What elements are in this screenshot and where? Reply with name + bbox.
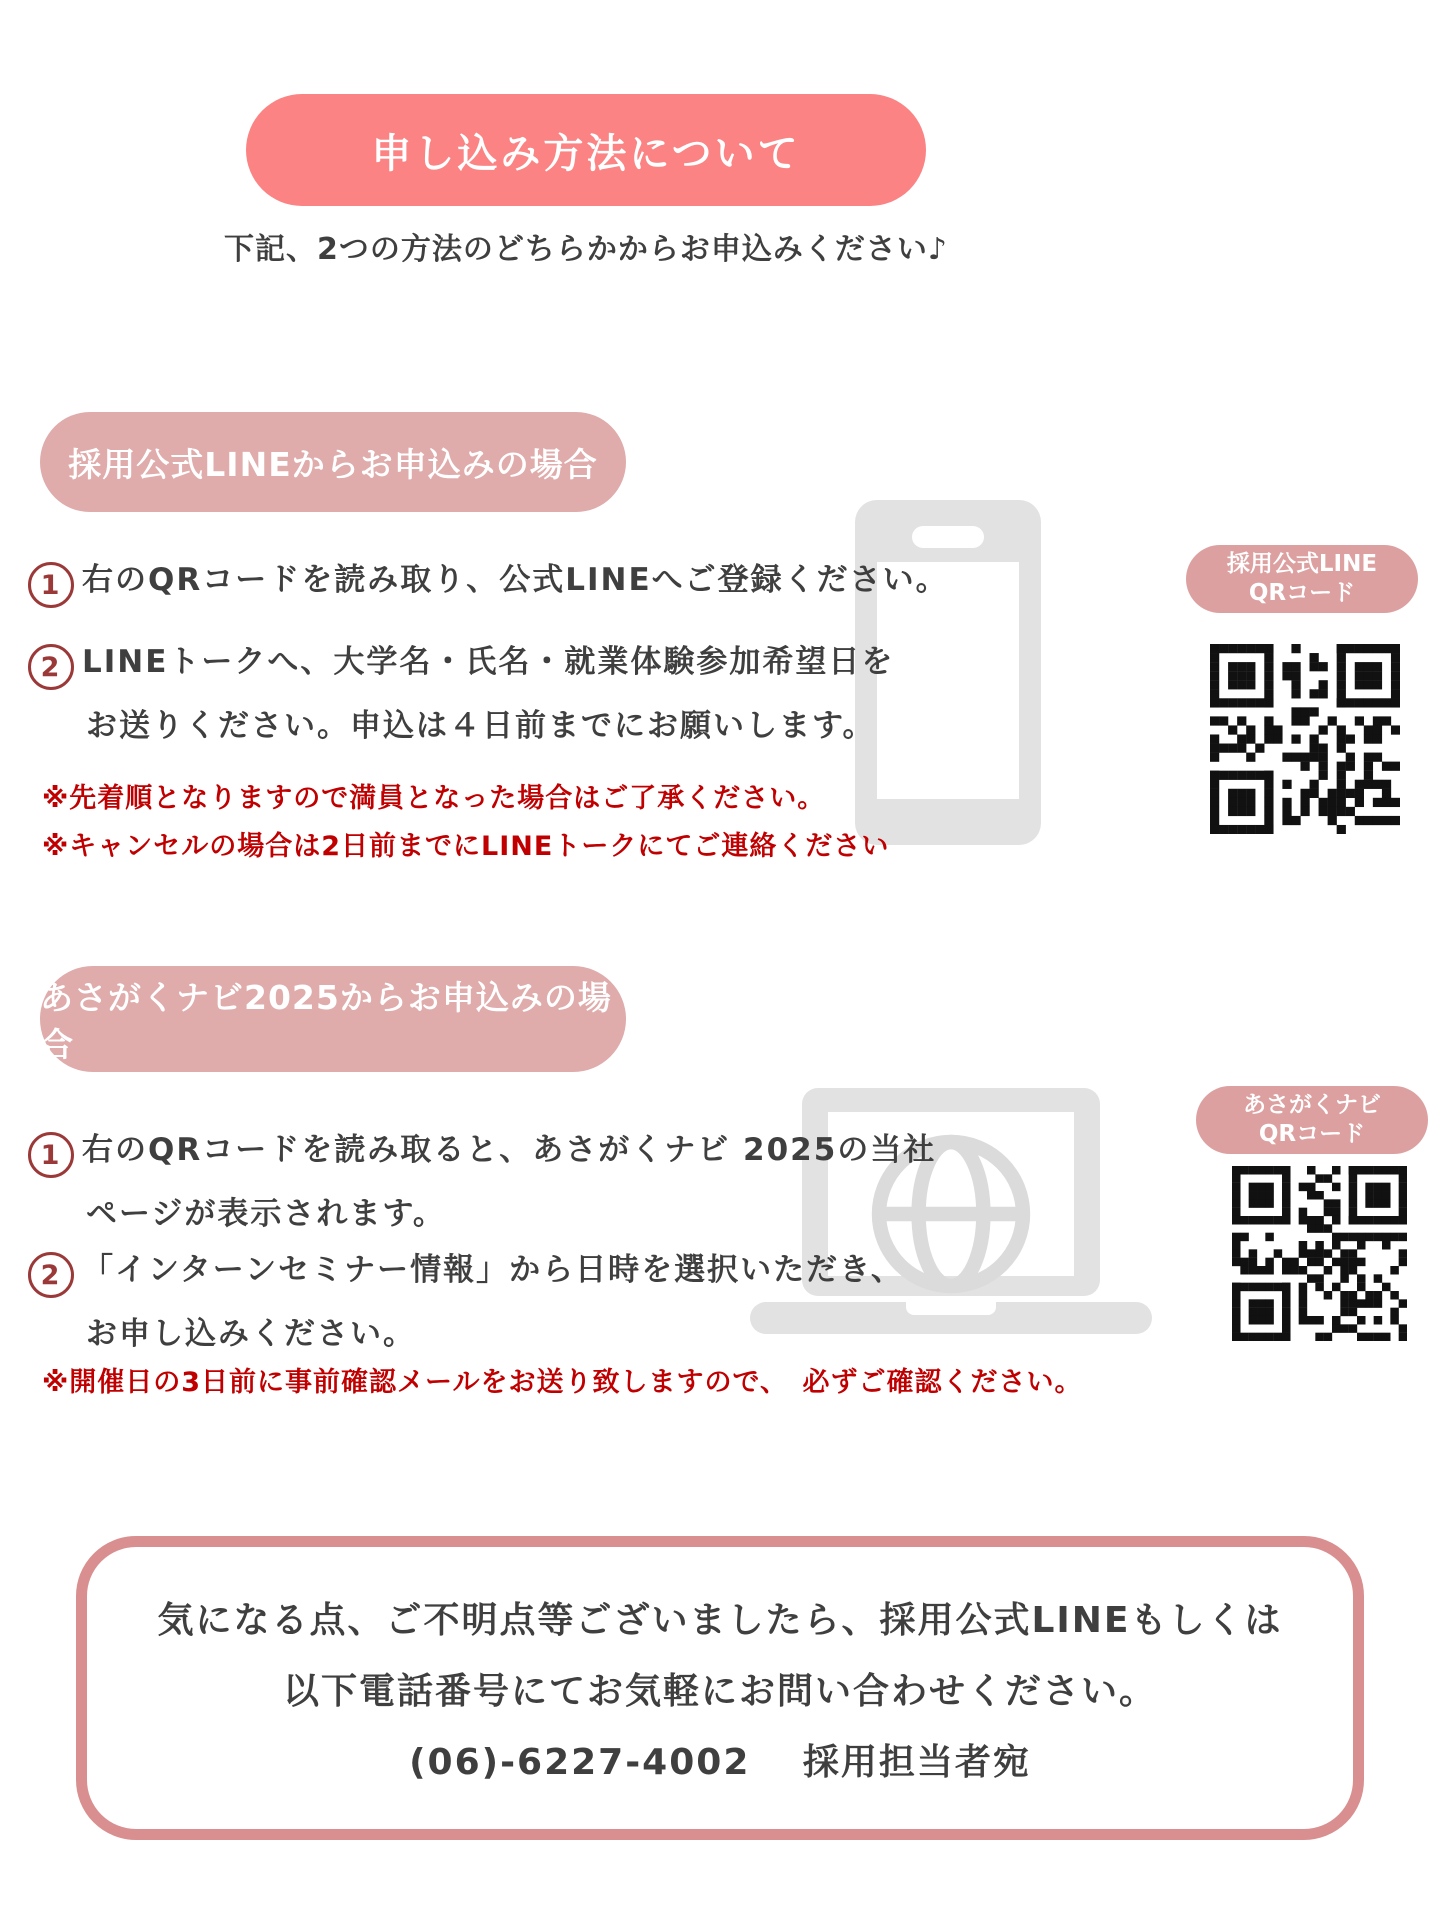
line-step-1: [28, 560, 949, 608]
navi-step-1-continued: ページが表示されます。: [86, 1196, 446, 1232]
navi-step-2-text: 「インターンセミナー情報」から日時を選択いただき、: [82, 1252, 904, 1288]
section-navi-header: [40, 966, 626, 1072]
line-step-2-text: LINEトークへ、大学名・氏名・就業体験参加希望日を: [82, 644, 895, 680]
line-step-2-continued: お送りください。申込は４日前までにお願いします。: [86, 708, 876, 744]
navi-qr-label-line2: QRコード: [1258, 1121, 1366, 1147]
contact-line-1: 気になる点、ご不明点等ございましたら、採用公式LINEもしくは: [157, 1599, 1283, 1641]
page-title: 申し込み方法について: [371, 130, 801, 177]
navi-qr-label: [1196, 1086, 1428, 1154]
line-note-first-come: ※先着順となりますので満員となった場合はご了承ください。: [42, 783, 826, 814]
line-qr-label: [1186, 545, 1418, 613]
laptop-base: [750, 1302, 1152, 1334]
circled-number-icon: 1: [28, 1132, 74, 1178]
navi-step-1-text: 右のQRコードを読み取ると、あさがくナビ 2025の当社: [82, 1132, 937, 1168]
circled-number-icon: 2: [28, 1252, 74, 1298]
page-subtitle: 下記、2つの方法のどちらかからお申込みください♪: [223, 232, 949, 267]
navi-qr-label-line1: あさがくナビ: [1243, 1092, 1381, 1119]
section-navi-header-label: あさがくナビ2025からお申込みの場合: [40, 978, 612, 1064]
circled-number-icon: 1: [28, 562, 74, 608]
line-step-2: [28, 642, 894, 690]
navi-step-2: [28, 1250, 904, 1298]
circled-number-icon: 2: [28, 644, 74, 690]
navi-step-2-continued: お申し込みください。: [86, 1316, 416, 1352]
contact-box: [76, 1536, 1364, 1840]
contact-phone-line: (06)-6227-4002 採用担当者宛: [409, 1741, 1031, 1783]
navi-note-confirmation-mail: ※開催日の3日前に事前確認メールをお送り致しますので、 必ずご確認ください。: [42, 1367, 1083, 1398]
title-banner: [246, 94, 926, 206]
phone-speaker: [912, 526, 984, 548]
line-note-cancel: ※キャンセルの場合は2日前までにLINEトークにてご連絡ください: [42, 831, 890, 862]
section-line-header-label: 採用公式LINEからお申込みの場合: [68, 444, 598, 484]
navi-step-1: [28, 1130, 936, 1178]
navi-qr-code: [1232, 1166, 1407, 1341]
laptop-notch: [906, 1302, 996, 1315]
line-step-1-text: 右のQRコードを読み取り、公式LINEへご登録ください。: [82, 562, 949, 598]
contact-line-2: 以下電話番号にてお気軽にお問い合わせください。: [282, 1670, 1157, 1712]
line-qr-label-line2: QRコード: [1248, 580, 1356, 606]
line-qr-label-line1: 採用公式LINE: [1226, 551, 1378, 578]
section-line-header: [40, 412, 626, 512]
line-qr-code: [1210, 644, 1400, 834]
